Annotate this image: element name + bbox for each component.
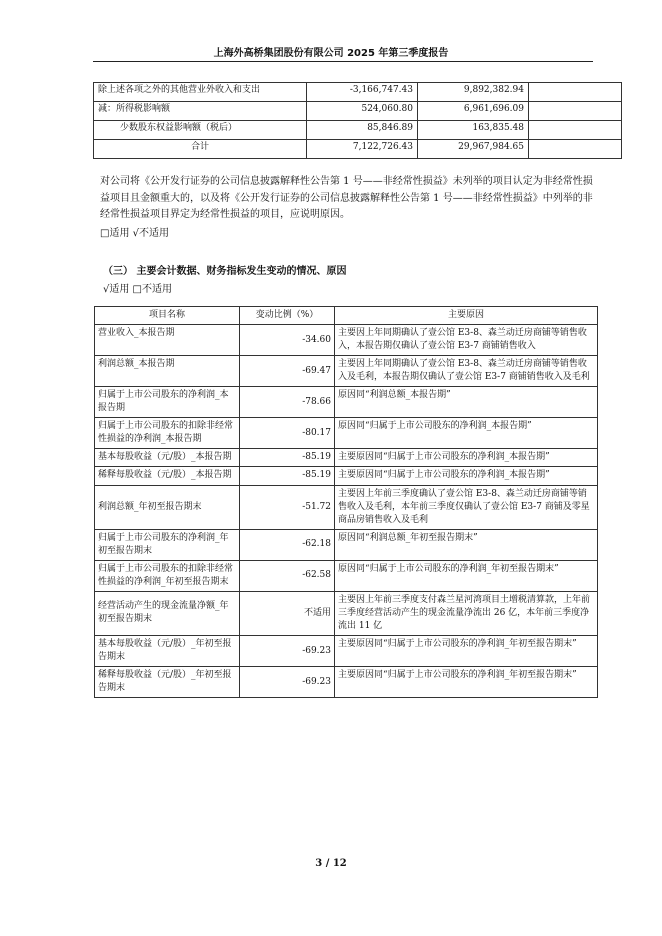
row-name: 减：所得税影响额: [94, 102, 307, 121]
page-number: 3 / 12: [315, 858, 347, 869]
row-note: [529, 121, 622, 140]
row-value-period: -3,166,747.43: [307, 83, 418, 102]
change-reason: 主要原因同“归属于上市公司股东的净利润_本报告期”: [335, 467, 598, 485]
change-reason: 原因同“利润总额_年初至报告期末”: [335, 529, 598, 560]
page-header-title: 上海外高桥集团股份有限公司 2025 年第三季度报告: [213, 48, 449, 59]
change-pct: -62.18: [240, 529, 335, 560]
change-pct: -34.60: [240, 325, 335, 356]
change-reason: 主要原因同“归属于上市公司股东的净利润_年初至报告期末”: [335, 635, 598, 666]
item-name: 归属于上市公司股东的净利润_年初至报告期末: [95, 529, 240, 560]
change-pct: -62.58: [240, 560, 335, 591]
explanation-paragraph: 对公司将《公开发行证券的公司信息披露解释性公告第 1 号——非经常性损益》未列举的项目认定为非经常性损益项目且金额重大的，以及将《公开发行证券的公司信息披露解释性公告第 1 号——非经常性损益》中列举的非经常性损益项目界定为经常性损益的项目，应说明原因。: [100, 176, 593, 220]
change-reason: 主要原因同“归属于上市公司股东的净利润_年初至报告期末”: [335, 667, 598, 698]
row-value-period: 7,122,726.43: [307, 140, 418, 159]
table-row: [95, 387, 598, 418]
header-pct: 变动比例（%）: [240, 307, 335, 325]
change-reason: 主要因上年前三季度支付森兰星河湾项目土增税清算款，上年前三季度经营活动产生的现金流量净流出 26 亿，本年前三季度净流出 11 亿: [335, 591, 598, 635]
table-row: [94, 102, 622, 121]
table-row: [95, 325, 598, 356]
change-reason: 主要原因同“归属于上市公司股东的净利润_本报告期”: [335, 449, 598, 467]
change-pct: -85.19: [240, 467, 335, 485]
change-reason: 主要因上年同期确认了壹公馆 E3-8、森兰动迁房商铺等销售收入及毛利，本报告期仅确认了壹公馆 E3-7 商铺销售收入及毛利: [335, 356, 598, 387]
table-row: [95, 356, 598, 387]
table-row: [94, 140, 622, 159]
row-value-period: 524,060.80: [307, 102, 418, 121]
header-reason: 主要原因: [335, 307, 598, 325]
table-row: [95, 591, 598, 635]
table-row: [95, 529, 598, 560]
table-row: [94, 83, 622, 102]
item-name: 基本每股收益（元/股）_本报告期: [95, 449, 240, 467]
item-name: 稀释每股收益（元/股）_本报告期: [95, 467, 240, 485]
change-pct: -69.47: [240, 356, 335, 387]
table-row: [94, 121, 622, 140]
row-value-period: 85,846.89: [307, 121, 418, 140]
change-reason: 原因同“归属于上市公司股东的净利润_年初至报告期末”: [335, 560, 598, 591]
change-reason: 主要因上年前三季度确认了壹公馆 E3-8、森兰动迁房商铺等销售收入及毛利，本年前三季度仅确认了壹公馆 E3-7 商铺及零星商品房销售收入及毛利: [335, 485, 598, 529]
item-name: 稀释每股收益（元/股）_年初至报告期末: [95, 667, 240, 698]
change-pct: -51.72: [240, 485, 335, 529]
row-value-ytd: 9,892,382.94: [418, 83, 529, 102]
row-note: [529, 140, 622, 159]
row-value-ytd: 29,967,984.65: [418, 140, 529, 159]
row-note: [529, 83, 622, 102]
change-reason: 原因同“归属于上市公司股东的净利润_本报告期”: [335, 418, 598, 449]
table-row: [95, 418, 598, 449]
applicability-checkbox-line: □适用 √不适用: [100, 228, 169, 239]
row-value-ytd: 6,961,696.09: [418, 102, 529, 121]
item-name: 营业收入_本报告期: [95, 325, 240, 356]
table-row: [95, 635, 598, 666]
item-name: 归属于上市公司股东的扣除非经常性损益的净利润_年初至报告期末: [95, 560, 240, 591]
change-pct: -85.19: [240, 449, 335, 467]
applicability-checkbox-line: √适用 □不适用: [103, 284, 172, 295]
item-name: 归属于上市公司股东的扣除非经常性损益的净利润_本报告期: [95, 418, 240, 449]
change-pct: 不适用: [240, 591, 335, 635]
change-reasons-table: [94, 306, 598, 698]
change-pct: -69.23: [240, 667, 335, 698]
item-name: 利润总额_年初至报告期末: [95, 485, 240, 529]
table-row: [95, 485, 598, 529]
non-recurring-items-table: [93, 82, 622, 159]
header-divider: [93, 61, 593, 62]
header-item: 项目名称: [95, 307, 240, 325]
section-title: （三） 主要会计数据、财务指标发生变动的情况、原因: [103, 266, 347, 277]
row-name: 除上述各项之外的其他营业外收入和支出: [94, 83, 307, 102]
change-reason: 原因同“利润总额_本报告期”: [335, 387, 598, 418]
table-row: [95, 467, 598, 485]
change-pct: -78.66: [240, 387, 335, 418]
change-pct: -69.23: [240, 635, 335, 666]
table-row: [95, 449, 598, 467]
item-name: 归属于上市公司股东的净利润_本报告期: [95, 387, 240, 418]
item-name: 利润总额_本报告期: [95, 356, 240, 387]
row-name: 合计: [94, 140, 307, 159]
table-row: [95, 667, 598, 698]
change-pct: -80.17: [240, 418, 335, 449]
table-header-row: [95, 307, 598, 325]
change-reason: 主要因上年同期确认了壹公馆 E3-8、森兰动迁房商铺等销售收入，本报告期仅确认了壹公馆 E3-7 商铺销售收入: [335, 325, 598, 356]
row-value-ytd: 163,835.48: [418, 121, 529, 140]
item-name: 基本每股收益（元/股）_年初至报告期末: [95, 635, 240, 666]
row-name: 少数股东权益影响额（税后）: [94, 121, 307, 140]
table-row: [95, 560, 598, 591]
row-note: [529, 102, 622, 121]
item-name: 经营活动产生的现金流量净额_年初至报告期末: [95, 591, 240, 635]
